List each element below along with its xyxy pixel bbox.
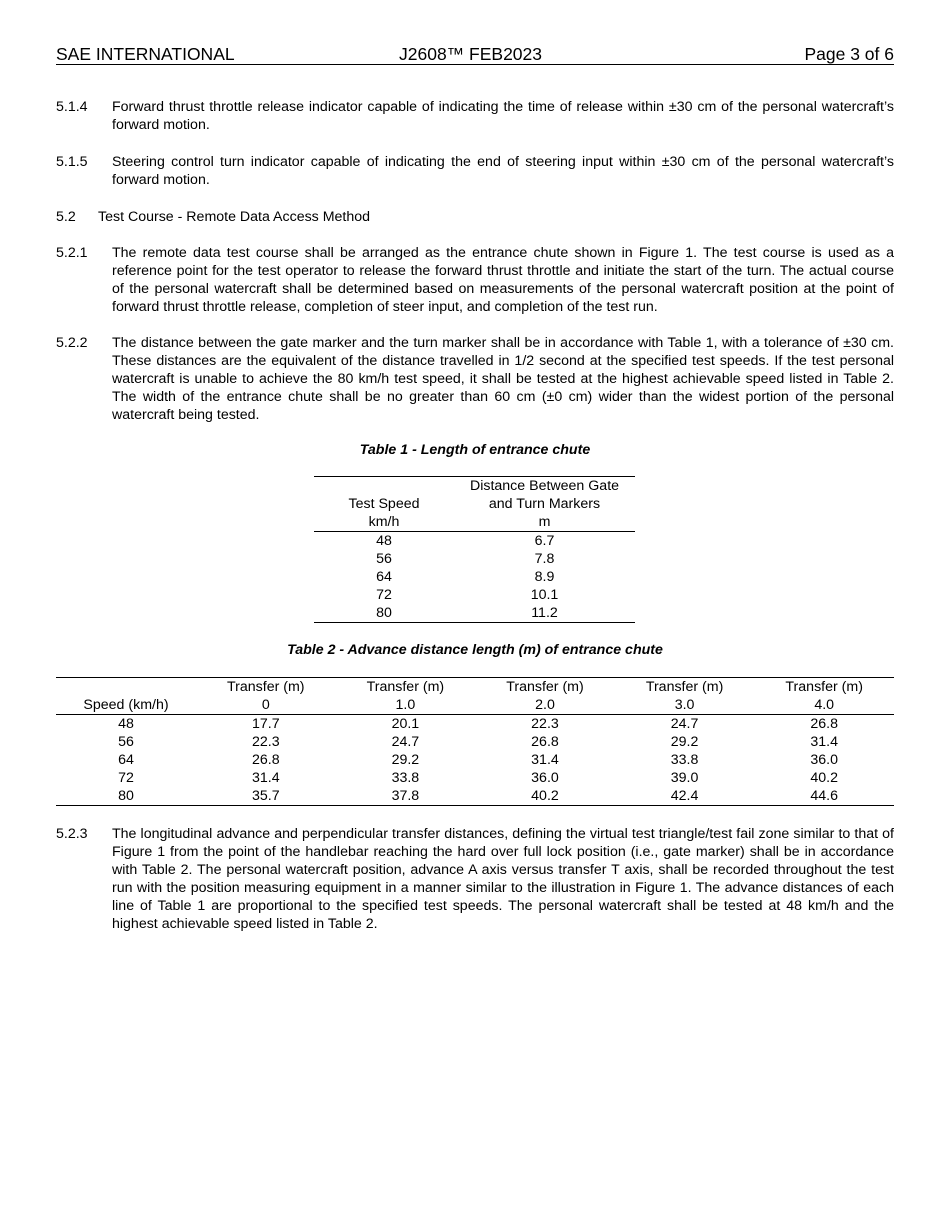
table-row [56,715,894,734]
paragraph-text: The remote data test course shall be arranged as the entrance chute shown in Figure 1. The test course is used as a reference point for the test operator to release the forward thrust throttle and initiate the start of the turn. The actual course of the personal watercraft shall be determined based on measurements of the personal watercraft position at the point of forward thrust throttle release, completion of steer input, and completion of the test run. [112,245,894,315]
table-cell: 17.7 [251,716,280,732]
table-cell: 31.4 [251,770,280,786]
table-cell: 7.8 [534,551,555,567]
paragraph-number: 5.2.1 [56,245,88,261]
paragraph-number: 5.2.2 [56,335,88,351]
paragraph-number: 5.2.3 [56,826,88,842]
table-row [56,787,894,806]
page-header [56,44,894,65]
table-header-cell [314,477,454,496]
table-cell: 29.2 [391,752,420,768]
table-cell: 24.7 [670,716,699,732]
table-row [314,532,635,551]
table-cell: 64 [118,752,134,768]
table-header-cell: Transfer (m) [645,679,724,695]
paragraph-text: Steering control turn indicator capable of indicating the end of steering input within ±30 cm of the personal watercraft’s forward motion. [112,154,894,188]
table-cell: 6.7 [534,533,555,549]
table-cell: 26.8 [810,716,838,732]
table-header-cell: m [454,513,635,532]
table-2-caption: Table 2 - Advance distance length (m) of entrance chute [287,642,663,658]
table-header-cell: Distance Between Gate [469,478,620,494]
table-header-cell: Transfer (m) [785,679,863,695]
table-cell: 42.4 [670,788,699,804]
table-header-cell: 2.0 [475,696,615,715]
table-header-cell: Speed (km/h) [56,696,196,715]
table-row [314,568,635,586]
section-number: 5.2 [56,209,76,225]
table-cell: 48 [376,533,392,549]
table-header-cell: 0 [196,696,336,715]
table-cell: 39.0 [670,770,699,786]
table-cell: 20.1 [391,716,420,732]
table-cell: 24.7 [391,734,420,750]
table-row [56,769,894,787]
table-cell: 40.2 [531,788,559,804]
table-cell: 33.8 [670,752,699,768]
table-header-cell: Transfer (m) [366,679,445,695]
table-cell: 8.9 [534,569,555,585]
table-cell: 72 [118,770,134,786]
table-header-cell: Test Speed [348,496,420,512]
table-cell: 36.0 [531,770,559,786]
table-cell: 48 [118,716,134,732]
header-organization: SAE INTERNATIONAL [56,44,235,64]
table-cell: 56 [118,734,134,750]
table-row [314,604,635,623]
paragraph-5-2-1 [56,244,894,316]
table-cell: 11.2 [531,605,558,621]
table-header-cell: and Turn Markers [488,496,601,512]
table-cell: 31.4 [810,734,838,750]
table-cell: 22.3 [251,734,280,750]
paragraph-text: Forward thrust throttle release indicator capable of indicating the time of release within ±30 cm of the personal watercraft’s forward motion. [112,99,894,133]
table-cell: 26.8 [531,734,559,750]
paragraph-5-2-3 [56,825,894,933]
table-cell: 44.6 [810,788,838,804]
section-heading-5-2 [56,208,370,226]
table-row [314,586,635,604]
table-cell: 56 [376,551,392,567]
paragraph-5-1-4 [56,98,894,134]
paragraph-text: The distance between the gate marker and the turn marker shall be in accordance with Table 1, with a tolerance of ±30 cm. These distances are the equivalent of the distance travelled in 1/2 second at the specified test speeds. If the test personal watercraft is unable to achieve the 80 km/h test speed, it shall be tested at the highest achievable speed listed in Table 2. The width of the entrance chute shall be no greater than 60 cm (±0 cm) wider than the widest portion of the personal watercraft being tested. [112,335,894,423]
table-cell: 80 [376,605,392,621]
table-1-caption: Table 1 - Length of entrance chute [359,442,591,458]
paragraph-5-1-5 [56,153,894,189]
paragraph-number: 5.1.5 [56,154,88,170]
table-header-cell: km/h [314,513,454,532]
table-row [56,751,894,769]
table-1 [314,476,635,623]
table-header-cell: Transfer (m) [506,679,584,695]
header-document-id: J2608™ FEB2023 [399,44,543,64]
section-title: Test Course - Remote Data Access Method [98,209,371,225]
paragraph-5-2-2 [56,334,894,424]
table-cell: 31.4 [531,752,559,768]
table-cell: 40.2 [810,770,838,786]
table-cell: 64 [376,569,392,585]
paragraph-number: 5.1.4 [56,99,88,115]
header-page-number: Page 3 of 6 [804,44,894,64]
table-cell: 36.0 [810,752,838,768]
table-row [56,733,894,751]
table-cell: 26.8 [251,752,280,768]
table-2 [56,677,894,806]
table-header-cell: 1.0 [336,696,476,715]
table-cell: 10.1 [530,587,559,603]
table-cell: 72 [376,587,392,603]
table-header-cell: 3.0 [615,696,755,715]
table-cell: 29.2 [670,734,699,750]
table-header-cell: 4.0 [754,696,894,715]
table-cell: 80 [118,788,134,804]
table-cell: 35.7 [251,788,280,804]
table-header-cell: Transfer (m) [227,679,305,695]
paragraph-text: The longitudinal advance and perpendicular transfer distances, defining the virtual test triangle/test fail zone similar to that of Figure 1 from the point of the handlebar reaching the hard over full lock position (i.e., gate marker) shall be in accordance with Table 2. The personal watercraft position, advance A axis versus transfer T axis, shall be recorded throughout the test run with the position measuring equipment in a manner similar to the illustration in Figure 1. The advance distances of each line of Table 1 are proportional to the specified test speeds. The personal watercraft shall be tested at 48 km/h and the highest achievable speed listed in Table 2. [112,826,894,932]
table-row [314,550,635,568]
table-cell: 37.8 [391,788,420,804]
table-header-cell [56,678,196,697]
table-cell: 33.8 [391,770,420,786]
table-cell: 22.3 [531,716,559,732]
